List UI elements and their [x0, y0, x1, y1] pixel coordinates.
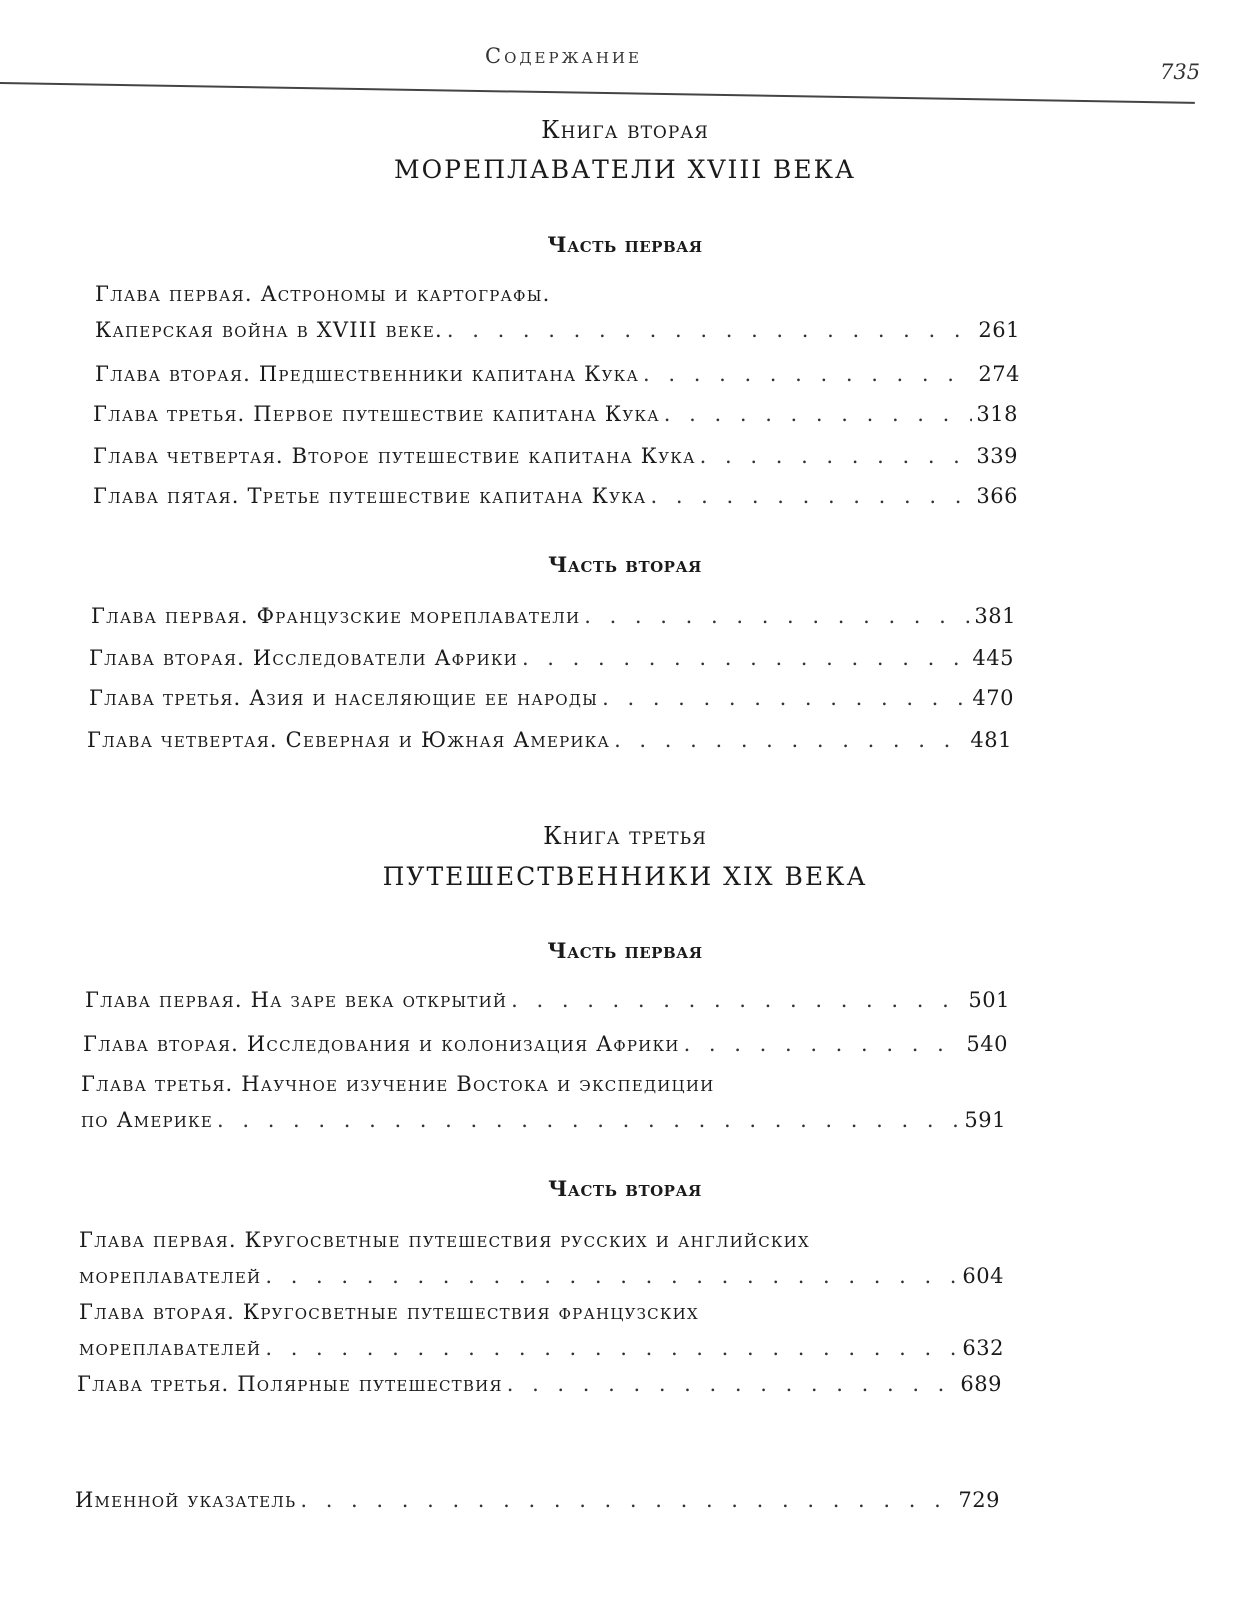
toc-entry [85, 982, 1010, 1018]
entry-title: Глава вторая. Исследователи Африки [89, 646, 518, 670]
entry-page: 591 [964, 1108, 1006, 1132]
toc-entry [89, 680, 1014, 716]
entry-title-cont: мореплавателей [79, 1264, 262, 1288]
toc-entry [93, 438, 1018, 474]
dot-leader [614, 722, 966, 758]
entry-page: 481 [970, 728, 1012, 752]
dot-leader [700, 438, 973, 474]
entry-page: 339 [976, 444, 1018, 468]
entry-title: Именной указатель [75, 1488, 297, 1512]
entry-title-cont: по Америке [81, 1108, 213, 1132]
book-title: МОРЕПЛАВАТЕЛИ XVIII ВЕКА [394, 155, 856, 184]
entry-page: 470 [972, 686, 1014, 710]
entry-title: Глава первая. На заре века открытий [85, 988, 508, 1012]
entry-title: Глава третья. Полярные путешествия [77, 1372, 503, 1396]
entry-page: 366 [976, 484, 1018, 508]
entry-title: Глава вторая. Кругосветные путешествия французских [79, 1300, 699, 1324]
entry-title: Глава первая. Французские мореплаватели [91, 604, 581, 628]
entry-page: 689 [960, 1372, 1002, 1396]
dot-leader [447, 312, 975, 348]
toc-entry [95, 276, 1020, 348]
entry-title: Глава вторая. Исследования и колонизация Африки [83, 1032, 680, 1056]
entry-page: 261 [978, 318, 1020, 342]
entry-page: 381 [974, 604, 1016, 628]
entry-page: 604 [962, 1264, 1004, 1288]
toc-entry [79, 1294, 1004, 1366]
entry-page: 445 [972, 646, 1014, 670]
dot-leader [602, 680, 968, 716]
index-entry [75, 1482, 1000, 1518]
dot-leader [664, 396, 973, 432]
dot-leader [265, 1258, 958, 1294]
entry-page: 501 [968, 988, 1010, 1012]
entry-page: 274 [978, 362, 1020, 386]
entry-title: Глава вторая. Предшественники капитана Кука [95, 362, 640, 386]
dot-leader [300, 1482, 954, 1518]
dot-leader [511, 982, 964, 1018]
toc-entry [93, 478, 1018, 514]
dot-leader [684, 1026, 963, 1062]
entry-title: Глава третья. Первое путешествие капитана Кука [93, 402, 660, 426]
toc-entry [77, 1366, 1002, 1402]
dot-leader [643, 356, 974, 392]
entry-title: Глава третья. Азия и населяющие ее народы [89, 686, 599, 710]
dot-leader [507, 1366, 957, 1402]
page-number: 735 [1160, 60, 1201, 84]
entry-title-cont: мореплавателей [79, 1336, 262, 1360]
dot-leader [522, 640, 968, 676]
toc-entry [83, 1026, 1008, 1062]
header-rule [0, 82, 1195, 104]
entry-title-cont: Каперская война в XVIII веке. [95, 318, 443, 342]
part-title: Часть первая [547, 232, 703, 257]
entry-title: Глава третья. Научное изучение Востока и экспедиции [81, 1072, 715, 1096]
toc-entry [93, 396, 1018, 432]
dot-leader [584, 598, 970, 634]
entry-title: Глава первая. Кругосветные путешествия русских и английских [79, 1228, 810, 1252]
part-title: Часть вторая [548, 1176, 702, 1201]
entry-title: Глава первая. Астрономы и картографы. [95, 282, 551, 306]
part-title: Часть первая [547, 938, 703, 963]
book-label: Книга вторая [541, 116, 709, 144]
dot-leader [265, 1330, 958, 1366]
book-title: ПУТЕШЕСТВЕННИКИ XIX ВЕКА [382, 862, 868, 891]
entry-page: 318 [976, 402, 1018, 426]
toc-entry [79, 1222, 1004, 1294]
entry-title: Глава четвертая. Северная и Южная Америка [87, 728, 611, 752]
entry-page: 540 [966, 1032, 1008, 1056]
toc-entry [91, 598, 1016, 634]
entry-page: 729 [958, 1488, 1000, 1512]
dot-leader [650, 478, 972, 514]
entry-page: 632 [962, 1336, 1004, 1360]
toc-entry [95, 356, 1020, 392]
toc-entry [89, 640, 1014, 676]
dot-leader [217, 1102, 960, 1138]
part-title: Часть вторая [548, 552, 702, 577]
entry-title: Глава четвертая. Второе путешествие капитана Кука [93, 444, 696, 468]
book-label: Книга третья [543, 822, 707, 850]
toc-entry [81, 1066, 1006, 1138]
running-head: Содержание [485, 44, 642, 68]
toc-entry [87, 722, 1012, 758]
entry-title: Глава пятая. Третье путешествие капитана Кука [93, 484, 647, 508]
